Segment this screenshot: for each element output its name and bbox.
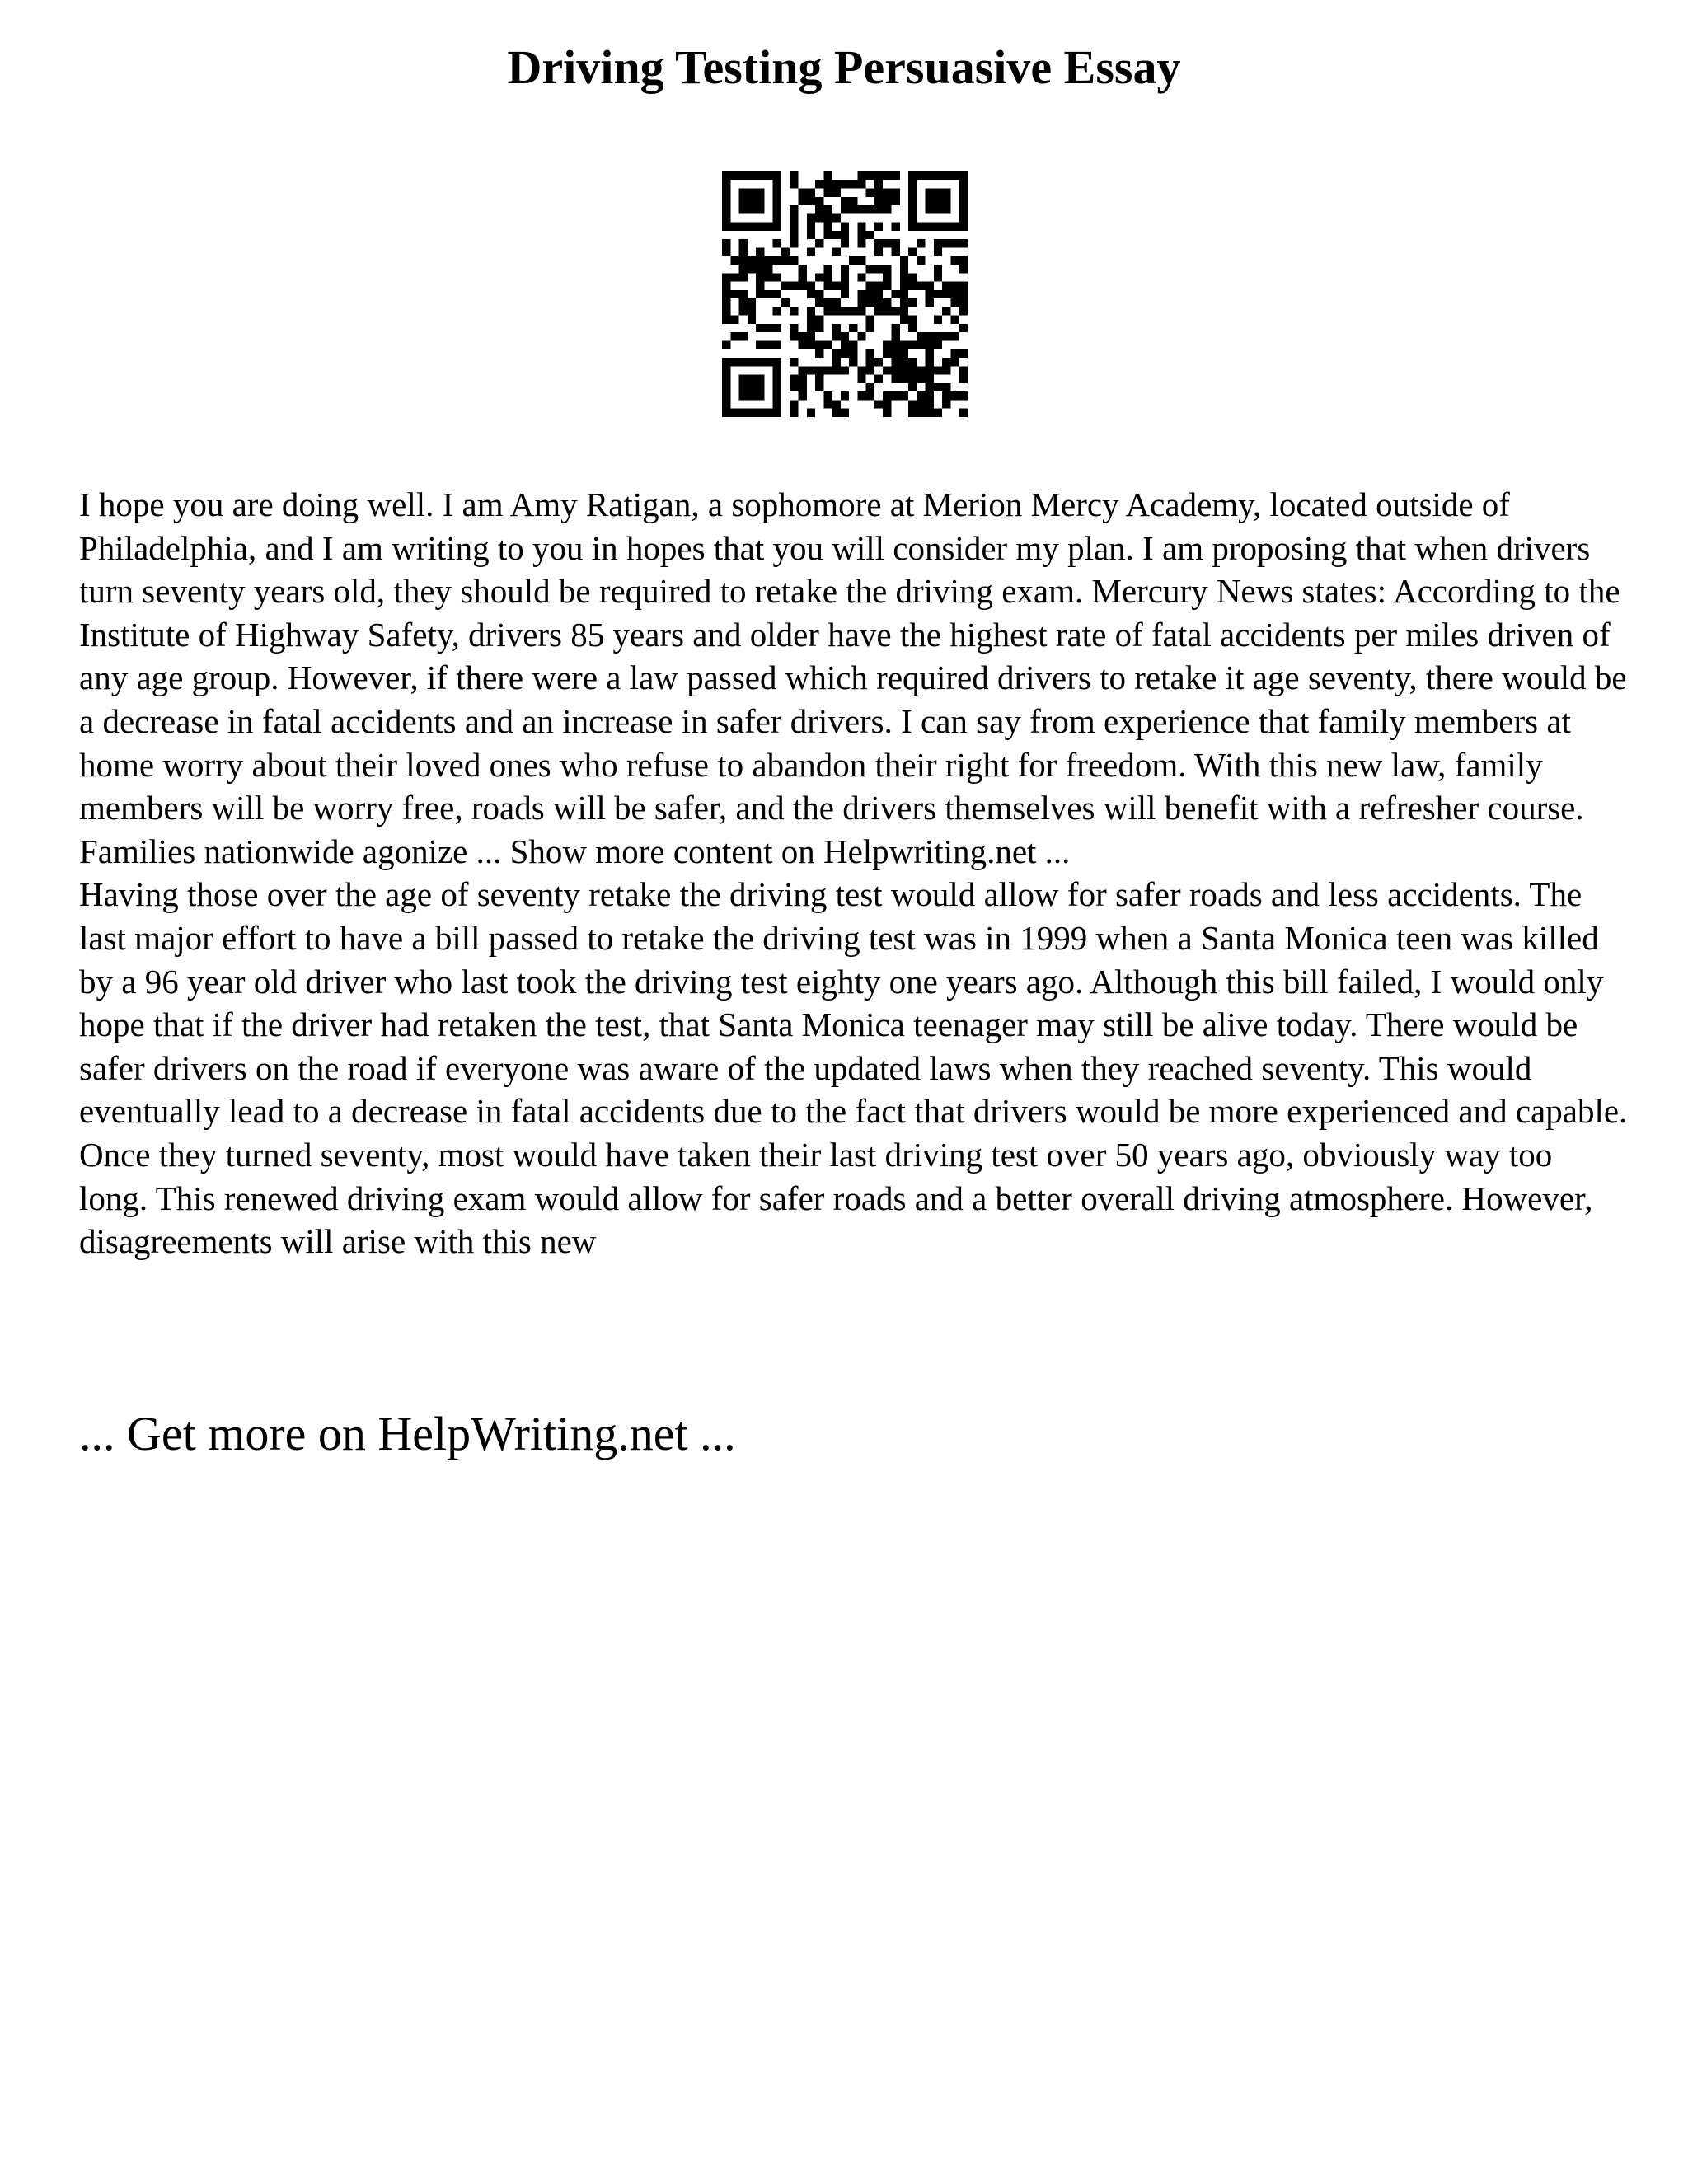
qr-code-icon bbox=[722, 171, 968, 417]
paragraph-2: Having those over the age of seventy retake the driving test would allow for safer roads and less accidents. The last major effort to have a bill passed to retake the driving test was in 1999 when a Santa Monica teen was killed by a 96 year old driver who last took the driving test eighty one years ago. Although this bill failed, I would only hope that if the driver had retaken the test, that Santa Monica teenager may still be alive today. There would be safer drivers on the road if everyone was aware of the updated laws when they reached seventy. This would eventually lead to a decrease in fatal accidents due to the fact that drivers would be more experienced and capable. Once they turned seventy, most would have taken their last driving test over 50 years ago, obviously way too long. This renewed driving exam would allow for safer roads and a better overall driving atmosphere. However, disagreements will arise with this new bbox=[79, 875, 1628, 1261]
page-title: Driving Testing Persuasive Essay bbox=[507, 40, 1181, 94]
essay-body bbox=[79, 483, 1629, 1263]
paragraph-1: I hope you are doing well. I am Amy Ratigan, a sophomore at Merion Mercy Academy, located outside of Philadelphia, and I am writing to you in hopes that you will consider my plan. I am proposing that when drivers turn seventy years old, they should be required to retake the driving exam. Mercury News states: According to the Institute of Highway Safety, drivers 85 years and older have the highest rate of fatal accidents per miles driven of any age group. However, if there were a law passed which required drivers to retake it age seventy, there would be a decrease in fatal accidents and an increase in safer drivers. I can say from experience that family members at home worry about their loved ones who refuse to abandon their right for freedom. With this new law, family members will be worry free, roads will be safer, and the drivers themselves will benefit with a refresher course. Families nationwide agonize ... Show more content on Helpwriting.net ... bbox=[79, 485, 1627, 870]
get-more-link[interactable]: ... Get more on HelpWriting.net ... bbox=[79, 1407, 736, 1460]
